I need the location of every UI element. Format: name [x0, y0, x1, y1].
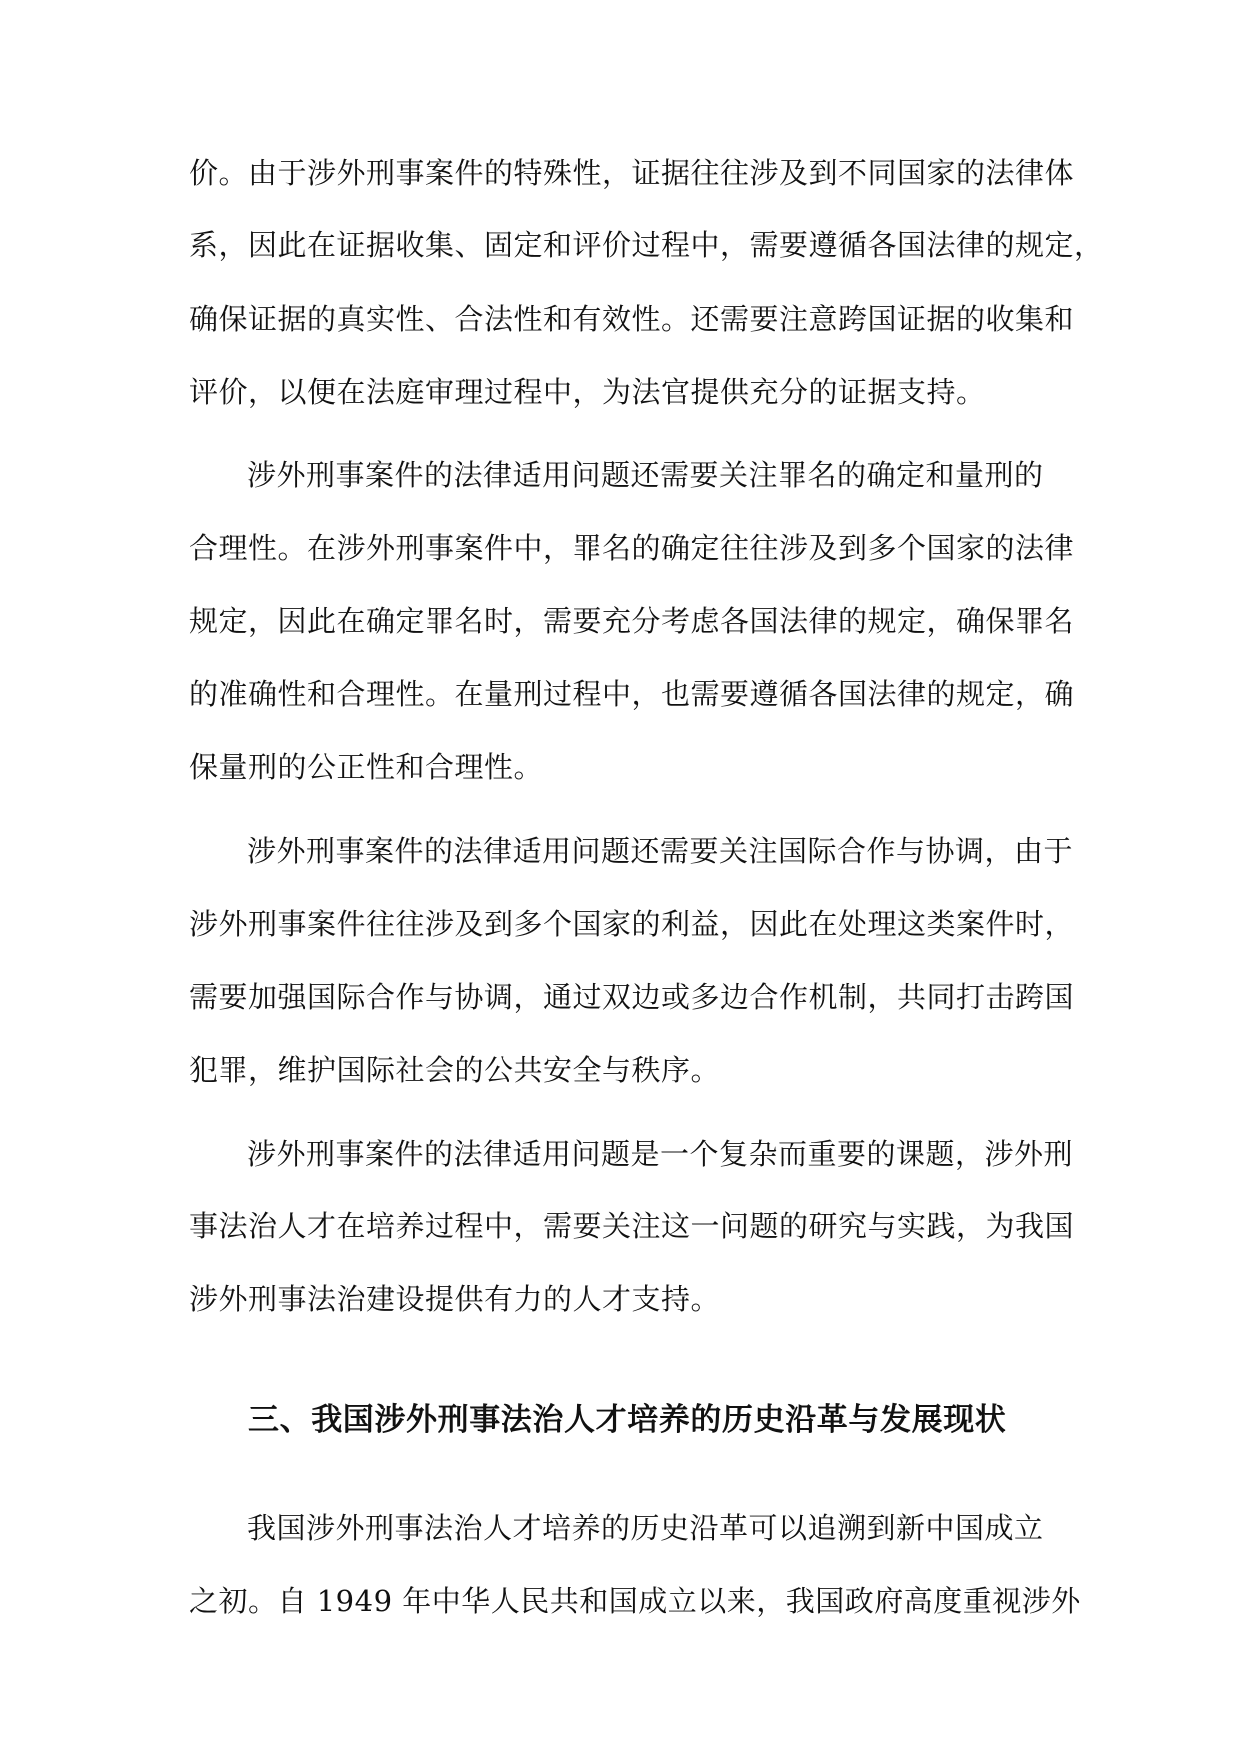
paragraph-2-line-5: 保量刑的公正性和合理性。	[189, 750, 544, 784]
paragraph-2-line-2: 合理性。在涉外刑事案件中，罪名的确定往往涉及到多个国家的法律	[189, 531, 1075, 565]
paragraph-1-line-4: 评价，以便在法庭审理过程中，为法官提供充分的证据支持。	[189, 375, 986, 409]
paragraph-1-line-1: 价。由于涉外刑事案件的特殊性，证据往往涉及到不同国家的法律体	[189, 156, 1075, 190]
paragraph-2-line-4: 的准确性和合理性。在量刑过程中，也需要遵循各国法律的规定，确	[189, 677, 1075, 711]
paragraph-4-line-2: 事法治人才在培养过程中，需要关注这一问题的研究与实践，为我国	[189, 1209, 1075, 1243]
paragraph-4-line-3: 涉外刑事法治建设提供有力的人才支持。	[189, 1282, 721, 1316]
paragraph-3-line-4: 犯罪，维护国际社会的公共安全与秩序。	[189, 1053, 721, 1087]
final-paragraph-line-1: 我国涉外刑事法治人才培养的历史沿革可以追溯到新中国成立	[247, 1511, 1044, 1545]
paragraph-1-line-3: 确保证据的真实性、合法性和有效性。还需要注意跨国证据的收集和	[189, 302, 1075, 336]
paragraph-3-line-3: 需要加强国际合作与协调，通过双边或多边合作机制，共同打击跨国	[189, 980, 1075, 1014]
paragraph-2-line-3: 规定，因此在确定罪名时，需要充分考虑各国法律的规定，确保罪名	[189, 604, 1075, 638]
final-paragraph-line-2: 之初。自 1949 年中华人民共和国成立以来，我国政府高度重视涉外	[189, 1584, 1081, 1618]
paragraph-2-line-1: 涉外刑事案件的法律适用问题还需要关注罪名的确定和量刑的	[247, 458, 1044, 492]
section-heading: 三、我国涉外刑事法治人才培养的历史沿革与发展现状	[248, 1402, 1007, 1438]
paragraph-3-line-2: 涉外刑事案件往往涉及到多个国家的利益，因此在处理这类案件时，	[189, 907, 1075, 941]
paragraph-3-line-1: 涉外刑事案件的法律适用问题还需要关注国际合作与协调，由于	[247, 834, 1074, 868]
paragraph-1-line-2: 系，因此在证据收集、固定和评价过程中，需要遵循各国法律的规定，	[189, 228, 1104, 262]
paragraph-4-line-1: 涉外刑事案件的法律适用问题是一个复杂而重要的课题，涉外刑	[247, 1137, 1074, 1171]
